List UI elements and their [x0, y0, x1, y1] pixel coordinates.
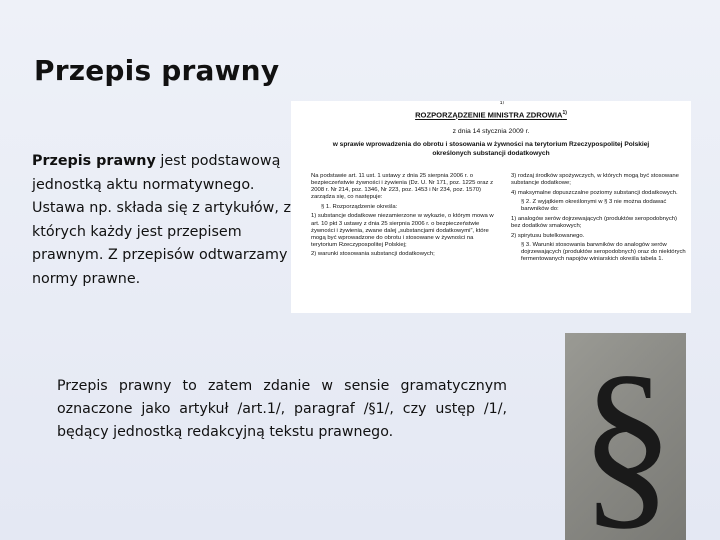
document-point: 4) maksymalne dopuszczalne poziomy substancji dodatkowych.	[511, 189, 678, 196]
document-left-column	[311, 173, 499, 261]
document-heading	[291, 110, 691, 120]
body-paragraph: Przepis prawny to zatem zdanie w sensie gramatycznym oznaczone jako artykuł /art.1/, paragraf /§1/, czy ustęp /1/, będący jednostką redakcyjną tekstu prawnego.	[57, 378, 507, 440]
document-point: 2) warunki stosowania substancji dodatkowych;	[311, 251, 435, 258]
document-date: z dnia 14 stycznia 2009 r.	[452, 128, 530, 135]
section-sign-glyph: §	[579, 337, 675, 540]
section-sign-icon	[565, 333, 686, 540]
intro-text: jest podstawową jednostką aktu normatywnego. Ustawa np. składa się z artykułów, z których każdy jest przepisem prawnym. Z przepisów odtwarzamy normy prawne.	[32, 153, 291, 287]
document-heading-note: 1)	[562, 110, 567, 116]
document-subject: w sprawie wprowadzenia do obrotu i stosowania w żywności na terytorium Rzeczypospolitej Polskiej określonych substancji dodatkowych	[332, 141, 650, 157]
regulation-document-scan	[291, 101, 691, 313]
section-sign-image	[565, 333, 686, 540]
document-paragraph-1: § 1. Rozporządzenie określa:	[321, 203, 398, 210]
intro-bold-term: Przepis prawny	[32, 153, 156, 169]
document-heading-text: ROZPORZĄDZENIE MINISTRA ZDROWIA	[415, 110, 563, 120]
document-point: 1) analogów serów dojrzewających (produktów seropodobnych) bez dodatków smakowych;	[511, 215, 678, 230]
document-mark: ¹⁾	[500, 101, 505, 108]
document-point: 3) rodzaj środków spożywczych, w których mogą być stosowane substancje dodatkowe;	[511, 173, 679, 187]
document-point: 2) spirytusu butelkowanego.	[511, 232, 585, 239]
slide-title: Przepis prawny	[34, 54, 280, 87]
document-paragraph-2: § 2. Z wyjątkiem określonymi w § 3 nie można dodawać barwników do:	[521, 199, 667, 213]
document-point: 1) substancje dodatkowe niezamierzone w wykazie, o którym mowa w art. 10 pkt 3 ustawy z dnia 25 sierpnia 2006 r. o bezpieczeństwie żywności i żywienia, zwane dalej „substancjami dodatkowymi”, które mogą być wprowadzone do obrotu i stosowane w żywności na terytorium Rzeczypospolitej Polskiej;	[311, 213, 494, 248]
document-preamble: Na podstawie art. 11 ust. 1 ustawy z dnia 25 sierpnia 2006 r. o bezpieczeństwie żywności i żywienia (Dz. U. Nr 171, poz. 1225 oraz z 2008 r. Nr 214, poz. 1346, Nr 223, poz. 1453 i Nr 234, poz. 1570) zarządza się, co następuje:	[311, 173, 494, 201]
document-right-column	[511, 173, 687, 266]
document-paragraph-3: § 3. Warunki stosowania barwników do analogów serów dojrzewających (produktów seropodobnych) oraz do niektórych fermentowanych napojów winiarskich określa tabela 1.	[521, 242, 686, 263]
intro-paragraph	[32, 150, 294, 291]
